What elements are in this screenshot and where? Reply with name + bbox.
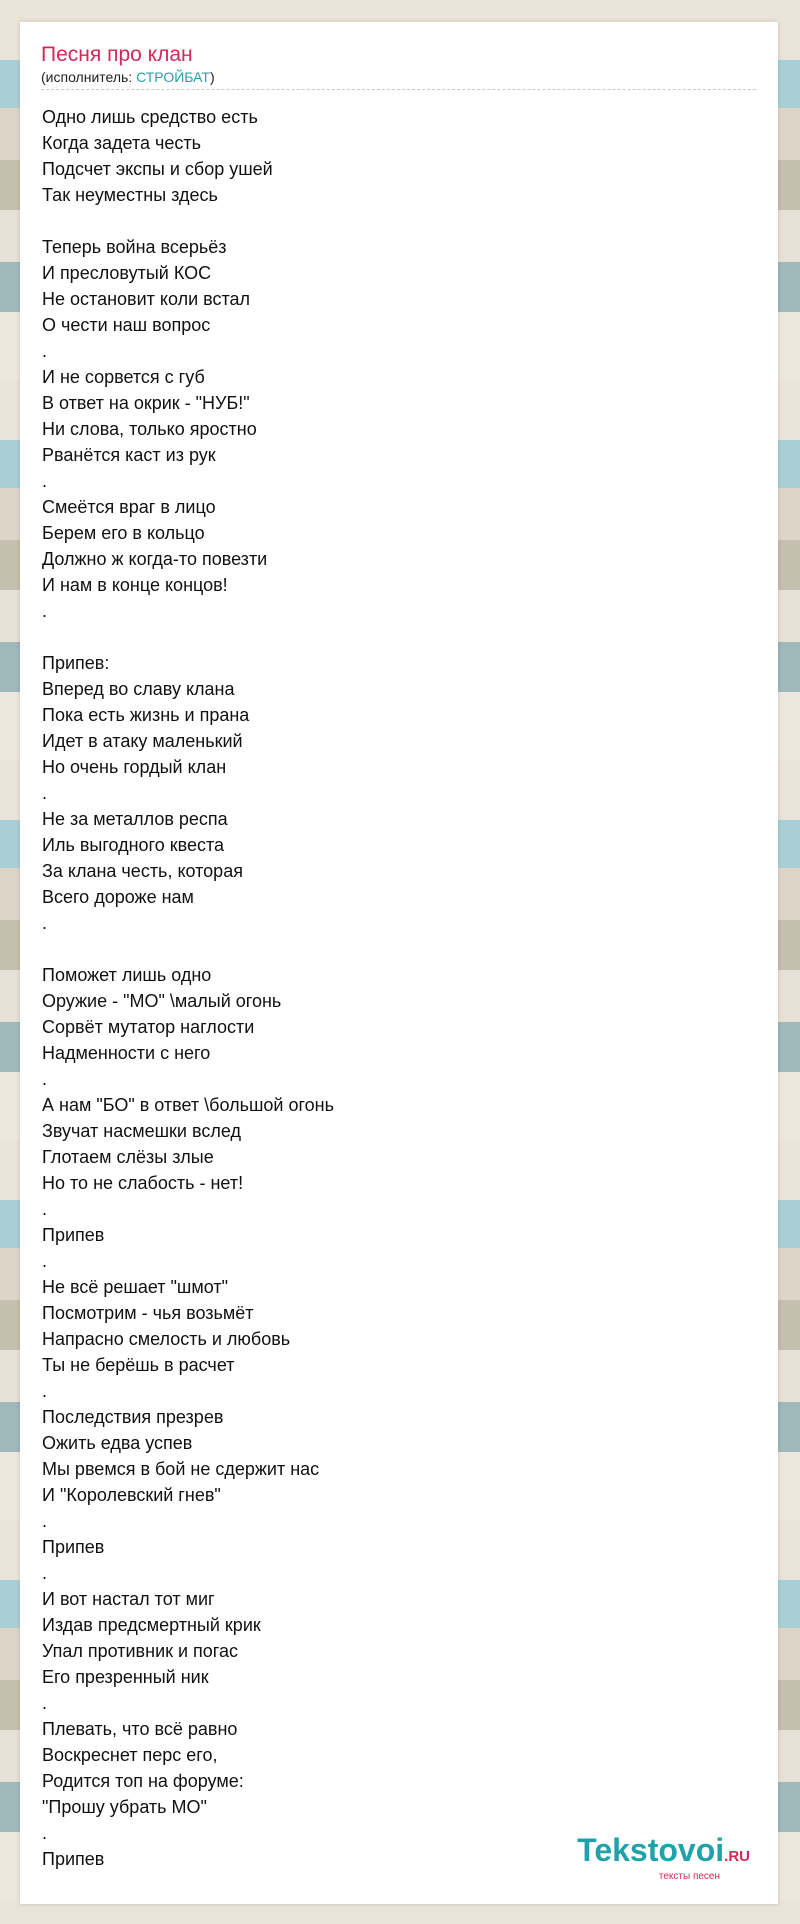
lyric-line: Пока есть жизнь и прана (42, 705, 250, 725)
lyric-line: Ни слова, только яростно (42, 419, 257, 439)
lyric-line: Упал противник и погас (42, 1641, 238, 1661)
lyric-line: Оружие - "МО" \малый огонь (42, 991, 282, 1011)
lyric-line: Поможет лишь одно (42, 965, 212, 985)
lyric-line: . (42, 1251, 48, 1271)
lyric-line: Не за металлов респа (42, 809, 228, 829)
logo-tld: .RU (724, 1848, 750, 1865)
lyric-line: Глотаем слёзы злые (42, 1147, 214, 1167)
lyric-line (42, 624, 334, 650)
performer-suffix: ) (209, 69, 215, 85)
lyrics-page (20, 22, 778, 1904)
lyric-line: Так неуместны здесь (42, 185, 218, 205)
lyric-line: Но то не слабость - нет! (42, 1173, 244, 1193)
lyric-line: Мы рвемся в бой не сдержит нас (42, 1459, 320, 1479)
lyric-line: . (42, 1511, 48, 1531)
lyric-line: Должно ж когда-то повезти (42, 549, 268, 569)
lyric-line: Ожить едва успев (42, 1433, 193, 1453)
lyric-line: Припев (42, 1849, 105, 1869)
lyric-line: Ты не берёшь в расчет (42, 1355, 235, 1375)
lyric-line: И нам в конце концов! (42, 575, 228, 595)
lyric-line: В ответ на окрик - "НУБ!" (42, 393, 250, 413)
lyric-line: Звучат насмешки вслед (42, 1121, 241, 1141)
logo-name: Tekstovoi (577, 1832, 725, 1868)
lyric-line: Берем его в кольцо (42, 523, 205, 543)
lyric-line (42, 936, 334, 962)
lyric-line: . (42, 1069, 48, 1089)
lyric-line: Припев (42, 1225, 105, 1245)
artist-link[interactable]: СТРОЙБАТ (136, 69, 210, 85)
performer-prefix: (исполнитель: (41, 69, 137, 85)
lyric-line: Идет в атаку маленький (42, 731, 243, 751)
lyric-line: О чести наш вопрос (42, 315, 211, 335)
performer-line (41, 68, 756, 86)
lyric-line: Посмотрим - чья возьмёт (42, 1303, 254, 1323)
lyric-line: Не всё решает "шмот" (42, 1277, 228, 1297)
lyric-line: И "Королевский гнев" (42, 1485, 221, 1505)
lyric-line: . (42, 341, 48, 361)
lyric-line: И не сорвется с губ (42, 367, 205, 387)
lyric-line: Всего дороже нам (42, 887, 194, 907)
lyric-line: . (42, 1823, 48, 1843)
lyric-line: . (42, 1693, 48, 1713)
song-header (41, 42, 756, 90)
lyric-line: Смеётся враг в лицо (42, 497, 216, 517)
lyric-line: . (42, 1563, 48, 1583)
lyric-line: Плевать, что всё равно (42, 1719, 238, 1739)
logo-wordmark (577, 1833, 750, 1874)
lyric-line: Но очень гордый клан (42, 757, 227, 777)
lyric-line: Его презренный ник (42, 1667, 209, 1687)
site-logo[interactable] (577, 1833, 750, 1882)
lyric-line: И пресловутый КОС (42, 263, 212, 283)
logo-tagline: тексты песен (658, 1871, 720, 1882)
lyric-line: Издав предсмертный крик (42, 1615, 261, 1635)
lyric-line: . (42, 601, 48, 621)
lyric-line: Подсчет экспы и сбор ушей (42, 159, 273, 179)
lyric-line: Иль выгодного квеста (42, 835, 225, 855)
lyric-line: Припев (42, 1537, 105, 1557)
lyric-line: И вот настал тот миг (42, 1589, 215, 1609)
lyric-line: Рванётся каст из рук (42, 445, 216, 465)
lyric-line: Надменности с него (42, 1043, 211, 1063)
lyric-line: . (42, 913, 48, 933)
lyric-line: За клана честь, которая (42, 861, 243, 881)
lyric-line: Теперь война всерьёз (42, 237, 227, 257)
lyric-line: Родится топ на форуме: (42, 1771, 244, 1791)
lyric-line: . (42, 1381, 48, 1401)
lyric-line (42, 208, 334, 234)
lyric-line: . (42, 1199, 48, 1219)
lyric-line: Сорвёт мутатор наглости (42, 1017, 255, 1037)
lyric-line: Не остановит коли встал (42, 289, 251, 309)
lyric-line: Припев: (42, 653, 110, 673)
lyric-line: Напрасно смелость и любовь (42, 1329, 291, 1349)
lyrics-text (42, 104, 334, 1872)
song-title: Песня про клан (41, 43, 193, 66)
lyric-line: . (42, 783, 48, 803)
lyric-line: . (42, 471, 48, 491)
lyric-line: А нам "БО" в ответ \большой огонь (42, 1095, 334, 1115)
lyric-line: Одно лишь средство есть (42, 107, 258, 127)
lyric-line: "Прошу убрать МО" (42, 1797, 207, 1817)
lyric-line: Вперед во славу клана (42, 679, 235, 699)
lyric-line: Когда задета честь (42, 133, 202, 153)
lyric-line: Воскреснет перс его, (42, 1745, 218, 1765)
lyric-line: Последствия презрев (42, 1407, 224, 1427)
